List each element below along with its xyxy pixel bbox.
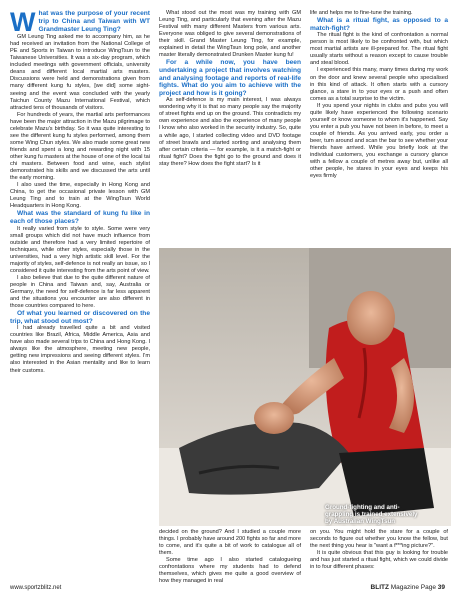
photo-caption: Ground-fighting and anti-grappling is trained extensively by Australian WingTsun <box>325 504 418 526</box>
article-column-1 <box>10 7 150 375</box>
paragraph: It is quite obvious that this guy is looking for trouble and has just started a ritual fight, which we could divide in to four different phases: <box>310 550 448 571</box>
page-footer <box>371 584 445 591</box>
photo-illustration <box>159 248 451 526</box>
article-column-2-bottom <box>159 529 301 585</box>
magazine-name: BLITZ <box>370 584 389 591</box>
page-number: 39 <box>437 584 445 591</box>
paragraph: I experienced this many, many times during my work on the door and knew several people who specialised in this kind of attack. It often starts with a cursory glance, a stare in to your eyes or a push and often comes as a total surprise to the victim. <box>310 67 448 102</box>
paragraph: I also believe that due to the quite different nature of people in China and Taiwan and, say, Australia or Germany, the need for self-defence is far less apparent and the situations you encounter are also different in those countries compared to here. <box>10 274 150 310</box>
paragraph: As self-defence is my main interest, I was always wondering why it is that so many people say the majority of street fights end up on the ground. This contradicts my own experience and also the experience of many people I know who also worked in the security industry. So, quite a while ago, I started collecting video and DVD footage of street brawls and started sorting and analysing them after certain criteria — for example, is it a match-fight or ritual fight? Does the fight go to the ground and does it stay there? How does the fight start? Is it <box>159 97 301 167</box>
article-column-2 <box>159 10 301 168</box>
question-purpose-of-trip: What was the purpose of your recent trip to China and Taiwan with WT Grandmaster Leung Ting? <box>10 7 150 37</box>
article-column-3 <box>310 10 448 180</box>
paragraph: I also used the time, especially in Hong Kong and China, to get the occasional private lesson with GM Leung Ting and to train at the WingTsun World Headquarters in Hong Kong. <box>10 182 150 210</box>
paragraph: on you. You might hold the stare for a couple of seconds to figure out whether you know the fellow, but the next thing you hear is "want a f***ing picture?". <box>310 529 448 550</box>
paragraph: Some time ago I also started catalogueing confrontations where my students had to defend themselves, which gives me quite a good overview of how they managed in real <box>159 557 301 585</box>
question-footage-project: For a while now, you have been undertaking a project that involves watching and analysing footage and reports of real-life fights. What do you aim to achieve with the project and how is it going? <box>159 59 301 97</box>
paragraph: For hundreds of years, the martial arts performances have been the major attraction in the Mazu pilgrimage to celebrate Mazu's birthday. So it was quite interesting to see the different kung fu styles performed, among them some Wing Chun styles. We also made some great new friends and spent a long and rewarding night with 15 other kung fu masters at the house of one of the local tai chi masters. Between food and wine, each stylist demonstrated his skills and we discussed the arts until the early morning. <box>10 111 150 182</box>
paragraph: decided on the ground? And I studied a couple more things. I probably have around 200 fights so far and more to come, and it's quite a bit of work to catalogue all of them. <box>159 529 301 557</box>
paragraph: GM Leung Ting asked me to accompany him, as he had received an invitation from the National College of PE and Sports in Taiwan to introduce WingTsun to the Taiwanese Universities. It was a six-day program, which included meetings with government officials, university deans and different local martial arts masters. Discussions were held and demonstrations given from many different kung fu styles, [we did] some sight-seeing and the event was concluded with the yearly Taichun County Mazu International Festival, which attracted tens of thousands of visitors. <box>10 34 150 111</box>
paragraph: It really varied from style to style. Some were very small groups which did not have much influence from outside and therefore had a very limited repertoire of techniques, while other styles, especially those in the universities, had a very high artistic skill level. For the majority of styles, self-defence is not really an issue, so I considered it quite interesting from the arts point of view. <box>10 225 150 274</box>
website-url: www.sportzblitz.net <box>10 585 62 591</box>
drop-cap: W <box>10 7 36 37</box>
paragraph: If you spend your nights in clubs and pubs you will quite likely have experienced the following scenario yourself or know someone to whom it's happened. Say you enter a pub you have not been in before, to meet a couple of friends. As you arrived early, you order a beer, turn around and scan the bar to see whether your friends have arrived. While you briefly look at the individual customers, you exchange a cursory glance with a fellow a couple of metres away but, unlike all other people, he stares in your eyes and keeps his eyes firmly <box>310 102 448 180</box>
page-label: Page <box>420 584 436 591</box>
question-what-stood-out: Of what you learned or discovered on the trip, what stood out most? <box>10 310 150 325</box>
paragraph: The ritual fight is the kind of confrontation a normal person is most likely to be confronted with, but which most martial artists are ill-prepared for. The ritual fight usually starts without a reason except to cause trouble and steal blood. <box>310 32 448 67</box>
paragraph: life and helps me to fine-tune the training. <box>310 10 413 16</box>
magazine-suffix: Magazine <box>390 584 419 591</box>
question-ritual-fight: What is a ritual fight, as opposed to a match-fight? <box>310 17 448 32</box>
article-column-3-bottom <box>310 529 448 571</box>
paragraph: I had already travelled quite a bit and visited countries like Brazil, Africa, Middle America, Asia and have also made several trips to China and Hong Kong. I always like the atmosphere, meeting new people, getting new impressions and seeing different styles. I'm also interested in the Asian mentality and like to learn their customs. <box>10 325 150 374</box>
paragraph: What stood out the most was my training with GM Leung Ting, and particularly that evening after the Mazu Festival with many different Masters from various arts. Everyone was obliged to give several demonstrations of their skill. Grand Master Leung Ting, for example, explained in detail the WingTsun long pole, and another master literally demonstrated Drunken Master kung fu! <box>159 10 301 59</box>
question-standard-of-kung-fu: What was the standard of kung fu like in each of those places? <box>10 210 150 225</box>
ground-fighting-photo <box>159 248 451 526</box>
